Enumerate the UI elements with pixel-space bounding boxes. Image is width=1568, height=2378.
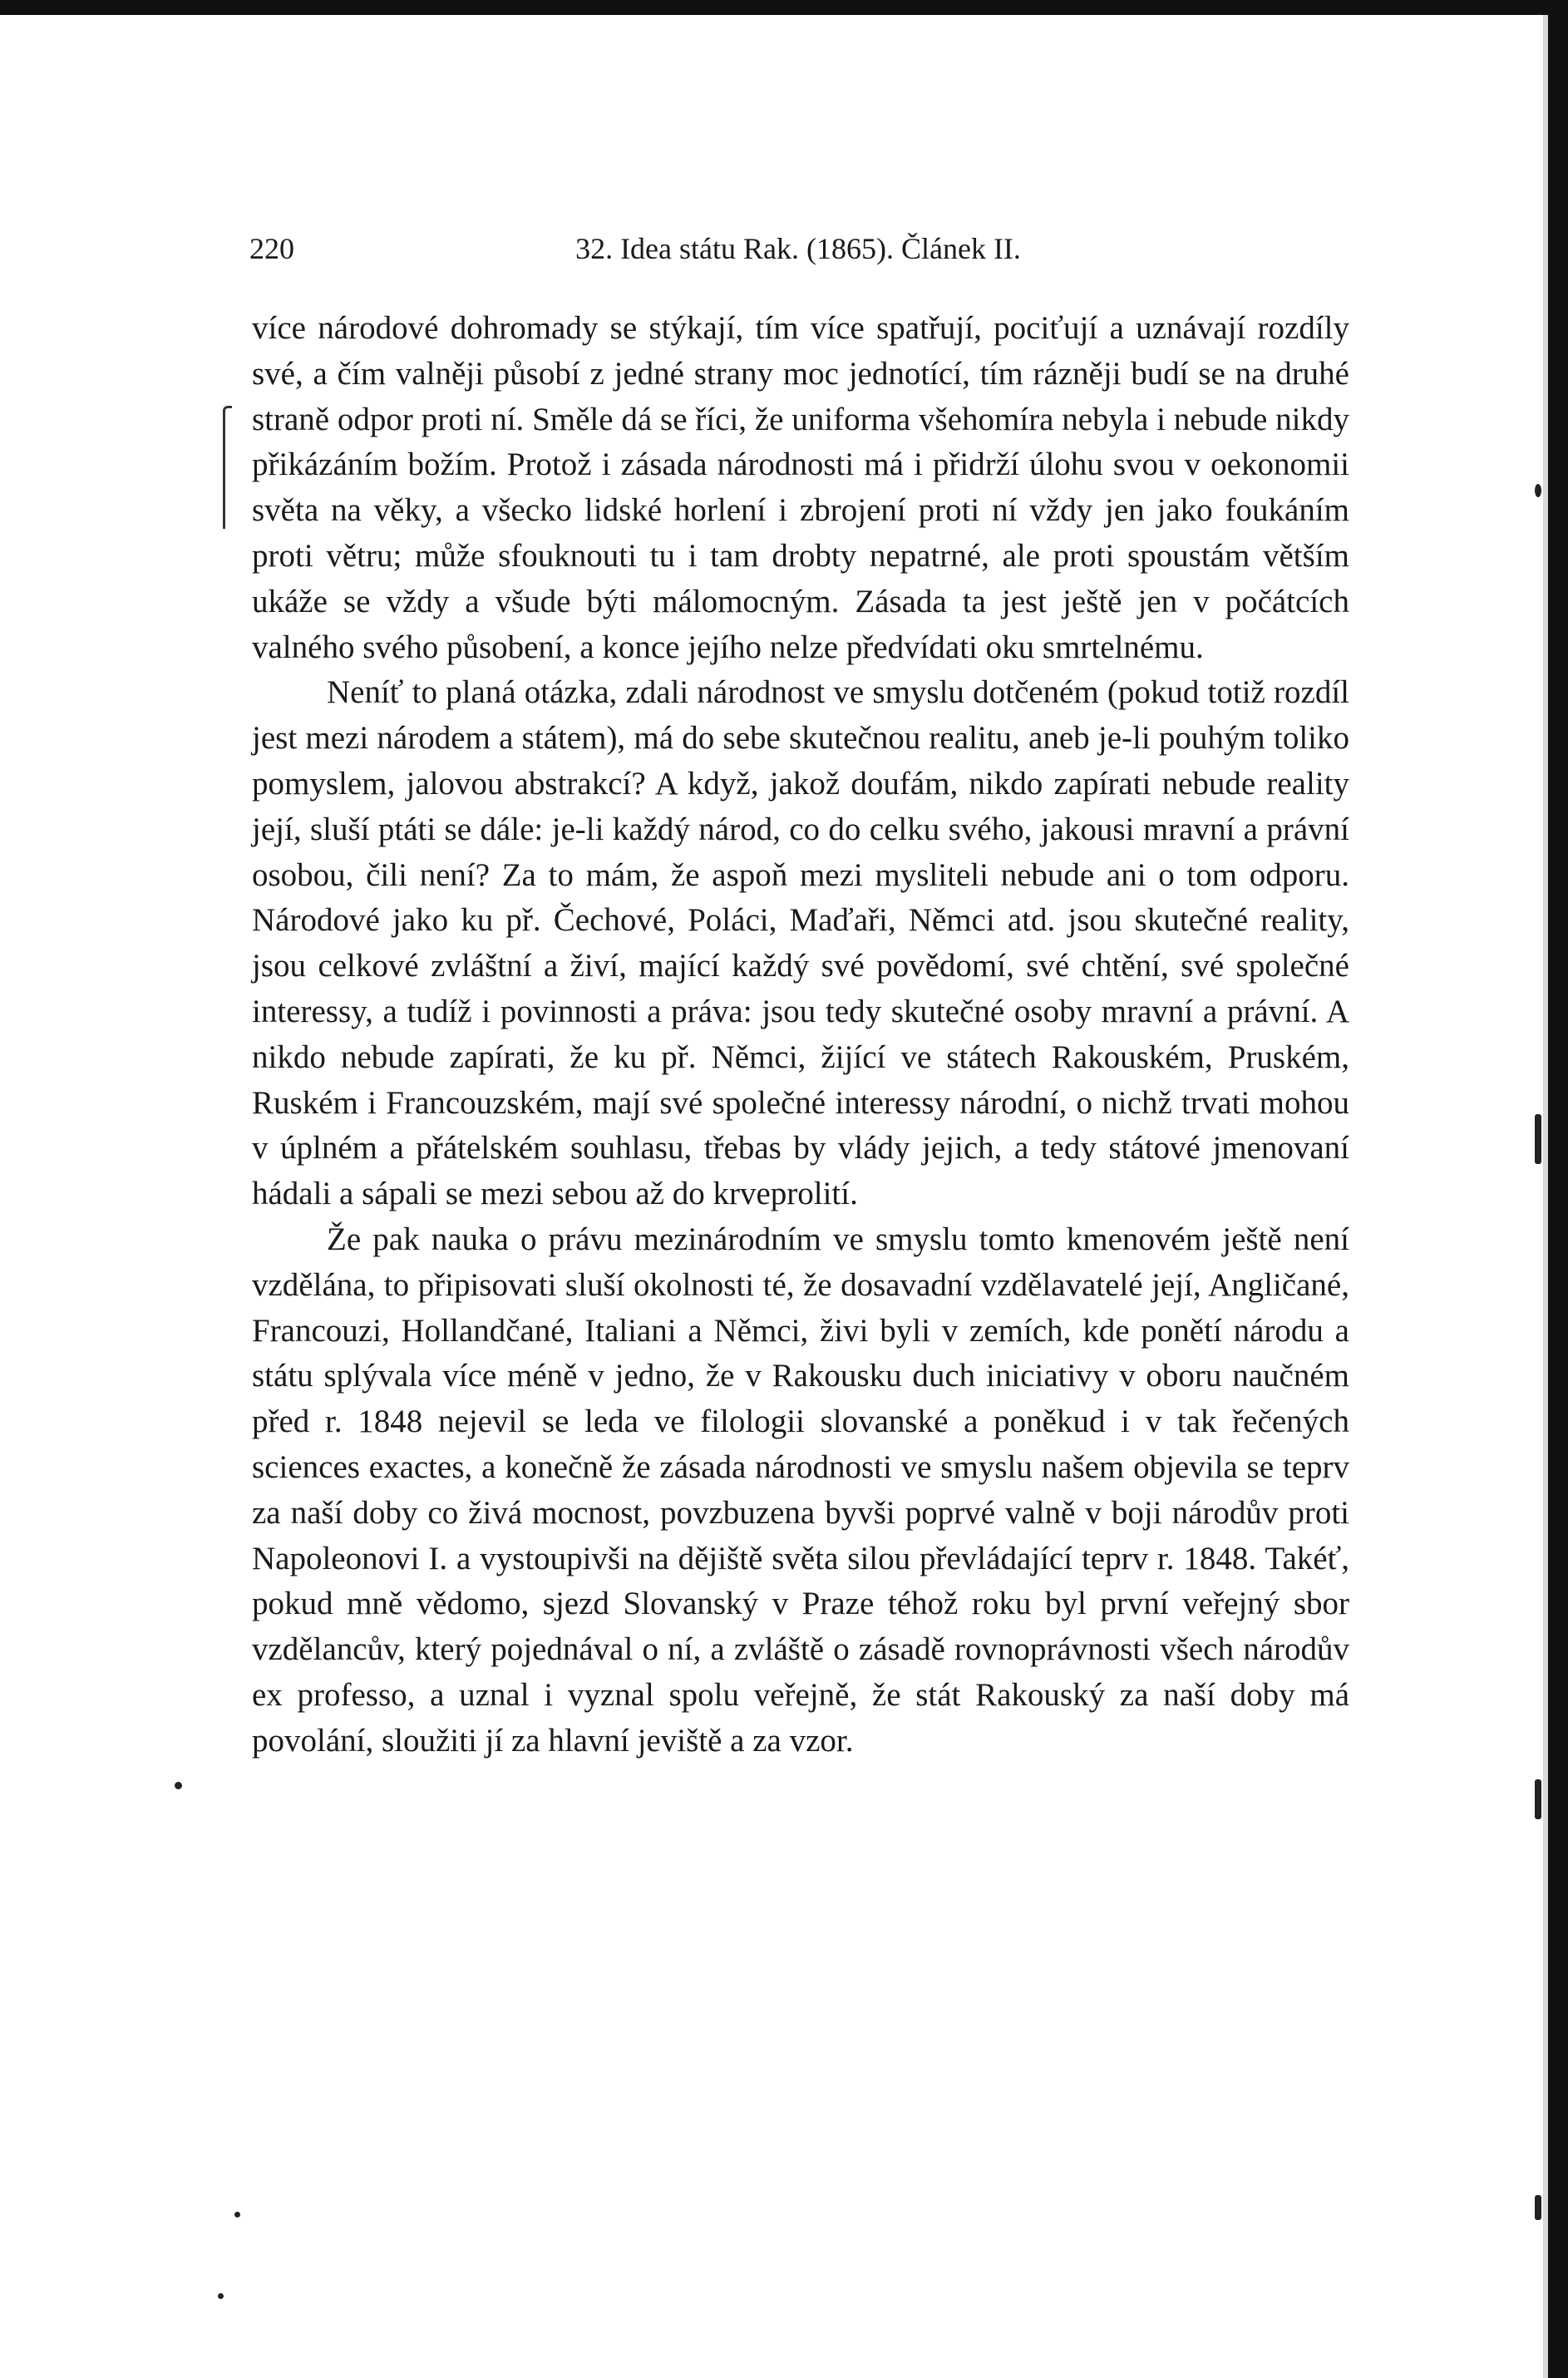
scan-speck [218,2293,224,2299]
scan-speck [175,1782,182,1789]
paragraph: Že pak nauka o právu mezinárodním ve smyslu tomto kmenovém ještě není vzdělána, to připisovati sluší okolnosti té, že dosavadní vzdělavatelé její, Angličané, Francouzi, Hollandčané, Italiani a Němci, živi byli v zemích, kde ponětí národu a státu splývala více méně v jedno, že v Rakousku duch iniciativy v oboru naučném před r. 1848 nejevil se leda ve filologii slovanské a poněkud i v tak řečených sciences exactes, a konečně že zásada národnosti ve smyslu našem objevila se teprv za naší doby co živá mocnost, povzbuzena byvši poprvé valně v boji národův proti Napoleonovi I. a vystoupivši na dějiště světa silou převládající teprv r. 1848. Takéť, pokud mně vědomo, sjezd Slovanský v Praze téhož roku byl první veřejný sbor vzdělancův, který pojednával o ní, a zvláště o zásadě rovnoprávnosti všech národův ex professo, a uznal i vyznal spolu veřejně, že stát Rakouský za naší doby má povolání, sloužiti jí za hlavní jeviště a za vzor. [252,1221,1349,1759]
page-body [252,306,1349,1764]
marginal-bracket-mark [223,406,232,529]
paragraph: více národové dohromady se stýkají, tím více spatřují, pociťují a uznávají rozdíly své, a čím valněji působí z jedné strany moc jednotící, tím rázněji budí se na druhé straně odpor proti ní. Směle dá se říci, že uniforma všehomíra nebyla i nebude nikdy přikázáním božím. Protož i zásada národnosti má i přidrží úlohu svou v oekonomii světa na věky, a všecko lidské horlení i zbrojení proti ní vždy jen jako foukáním proti větru; může sfouknouti tu i tam drobty nepatrné, ale proti spoustám větším ukáže se vždy a všude býti málomocným. Zásada ta jest ještě jen v počátcích valného svého působení, a konce jejího nelze předvídati oku smrtelnému. [252,310,1349,665]
scan-top-border [0,0,1568,15]
page-number: 220 [249,232,294,265]
scan-speck [1535,2195,1541,2220]
running-head [249,231,1347,281]
chapter-title: 32. Idea státu Rak. (1865). Článek II. [575,232,1021,265]
scan-speck [1535,1114,1541,1164]
paragraph: Neníť to planá otázka, zdali národnost ve smyslu dotčeném (pokud totiž rozdíl jest mezi národem a státem), má do sebe skutečnou realitu, aneb je-li pouhým toliko pomyslem, jalovou abstrakcí? A když, jakož doufám, nikdo zapírati nebude reality její, sluší ptáti se dále: je-li každý národ, co do celku svého, jakousi mravní a právní osobou, čili není? Za to mám, že aspoň mezi mysliteli nebude ani o tom odporu. Národové jako ku př. Čechové, Poláci, Maďaři, Němci atd. jsou skutečné reality, jsou celkové zvláštní a živí, mající každý své povědomí, své chtění, své společné interessy, a tudíž i povinnosti a práva: jsou tedy skutečné osoby mravní a právní. A nikdo nebude zapírati, že ku př. Němci, žijící ve státech Rakouském, Pruském, Ruském i Francouzském, mají své společné interessy národní, o nichž trvati mohou v úplném a přátelském souhlasu, třebas by vlády jejich, a tedy státové jmenovaní hádali a sápali se mezi sebou až do krveprolití. [252,674,1349,1212]
scan-speck [1535,484,1541,497]
scan-right-border [1548,0,1568,2378]
scan-speck [1535,1779,1541,1819]
scan-speck [234,2212,240,2218]
